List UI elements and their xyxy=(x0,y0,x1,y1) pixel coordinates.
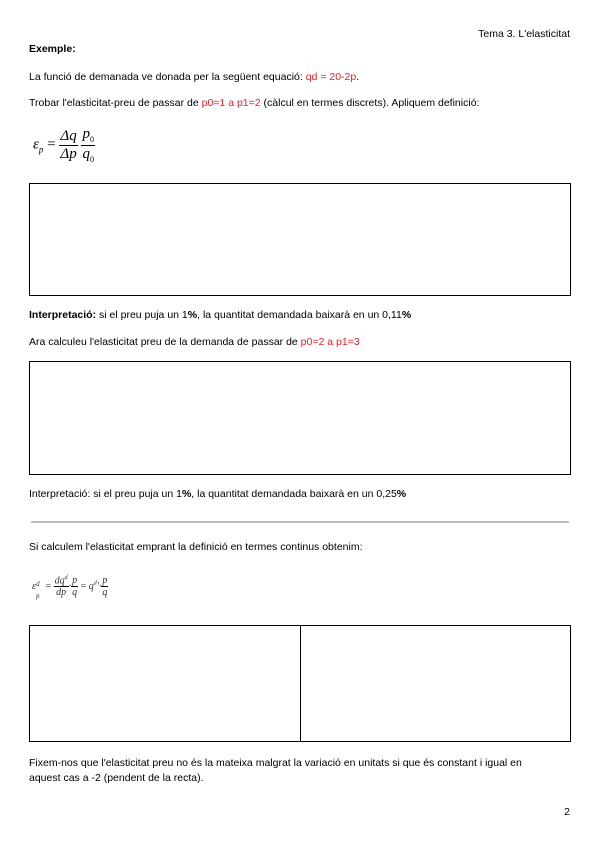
pq-fraction xyxy=(68,575,78,599)
discrete-paragraph xyxy=(29,97,479,109)
section-divider xyxy=(31,521,569,523)
demand-text: La funció de demanada ve donada per la següent equació: xyxy=(29,71,306,83)
discrete-text-2: (càlcul en termes discrets). Apliquem definició: xyxy=(260,97,480,109)
ask-range: p0=2 a p1=3 xyxy=(300,336,360,348)
ratio-fraction xyxy=(81,126,95,165)
answer-box-3-left[interactable] xyxy=(29,625,301,742)
derivative-fraction xyxy=(54,575,69,598)
answer-box-2[interactable] xyxy=(29,361,571,475)
interpretation-text-2: , la quantitat demandada baixarà en un 0,25 xyxy=(191,488,397,500)
qd-letter: q xyxy=(88,580,94,592)
discrete-text-1: Trobar l'elasticitat-preu de passar de xyxy=(29,97,202,109)
prime-mark: ' xyxy=(96,580,99,592)
formula-subscript: p xyxy=(38,144,44,155)
formula-superscript: d xyxy=(35,579,40,588)
delta-fraction xyxy=(59,128,77,162)
elasticity-formula-discrete xyxy=(33,126,95,165)
demand-paragraph xyxy=(29,71,359,83)
dq-sup: d xyxy=(64,575,68,581)
q-letter: q xyxy=(102,587,108,599)
formula-subscript: p xyxy=(35,591,40,600)
p-letter: p xyxy=(102,575,108,587)
ask-paragraph xyxy=(29,336,360,348)
equals-sign: = xyxy=(47,136,56,153)
interpretation-label: Interpretació: xyxy=(29,488,91,500)
interpretation-text-1: si el preu puja un 1 xyxy=(90,488,182,500)
interpretation-text-2: , la quantitat demandada baixarà en un 0,11 xyxy=(197,309,402,321)
pq-fraction xyxy=(98,575,108,599)
interpretation-2 xyxy=(29,488,406,500)
elasticity-formula-continuous xyxy=(32,575,108,598)
dq-text: dq xyxy=(54,575,65,587)
q0-sub: 0 xyxy=(89,154,94,164)
p0-term xyxy=(81,126,95,146)
interpretation-1 xyxy=(29,309,411,321)
dot-operator: · xyxy=(68,580,72,592)
p0-letter: p xyxy=(82,126,90,142)
dq-term xyxy=(54,575,69,587)
p0-sub: 0 xyxy=(89,135,94,144)
delta-p: Δp xyxy=(60,145,77,162)
p-letter: p xyxy=(72,575,78,587)
percent-sign: % xyxy=(187,309,198,321)
qd-sup: d xyxy=(93,580,97,587)
ask-text: Ara calculeu l'elasticitat preu de la demanda de passar de xyxy=(29,336,301,348)
q0-term xyxy=(81,146,95,165)
page-number: 2 xyxy=(564,806,570,818)
equals-sign: = xyxy=(80,580,87,592)
equals-sign: = xyxy=(45,580,52,592)
continuous-paragraph: Si calculem l'elasticitat emprant la definició en termes continus obtenim: xyxy=(29,541,363,553)
conclusion-line-1: Fixem-nos que l'elasticitat preu no és la mateixa malgrat la variació en unitats si que és constant i igual en xyxy=(29,757,522,769)
epsilon-symbol: ε xyxy=(33,136,39,153)
discrete-range: p0=1 a p1=2 xyxy=(201,97,261,109)
dot-operator: · xyxy=(98,580,102,592)
demand-equation: qd = 20-2p xyxy=(305,71,357,83)
demand-end: . xyxy=(356,71,360,83)
interpretation-text-1: si el preu puja un 1 xyxy=(96,309,188,321)
conclusion-line-2: aquest cas a -2 (pendent de la recta). xyxy=(29,772,204,784)
page-header: Tema 3. L'elasticitat xyxy=(478,28,570,40)
interpretation-label: Interpretació: xyxy=(29,309,97,321)
percent-sign: % xyxy=(401,309,412,321)
delta-q: Δq xyxy=(60,128,77,145)
q0-letter: q xyxy=(82,145,90,162)
percent-sign: % xyxy=(181,488,192,500)
percent-sign: % xyxy=(396,488,407,500)
epsilon-symbol: ε xyxy=(32,580,36,592)
q-letter: q xyxy=(72,587,78,599)
dp-text: dp xyxy=(56,587,67,599)
answer-box-3-right[interactable] xyxy=(300,625,571,742)
answer-box-1[interactable] xyxy=(29,183,571,296)
section-heading: Exemple: xyxy=(29,43,76,55)
